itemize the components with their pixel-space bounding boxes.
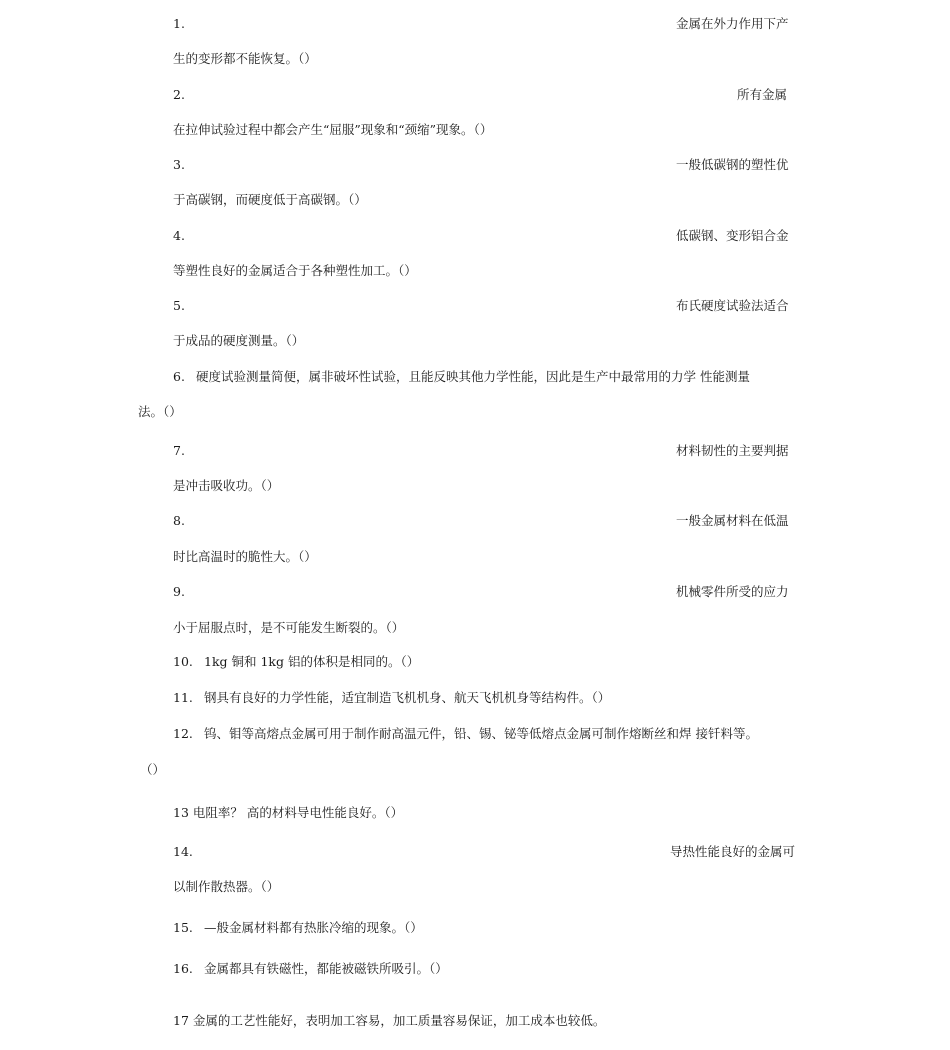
question-4-number: 4. bbox=[173, 228, 185, 243]
question-4-text: 低碳钢、变形铝合金 bbox=[676, 228, 789, 243]
question-2-continuation: 在拉伸试验过程中都会产生“屈服”现象和“颈缩”现象。（） bbox=[173, 122, 493, 137]
question-8-continuation: 时比高温时的脆性大。（） bbox=[173, 549, 317, 564]
question-5-text: 布氏硬度试验法适合 bbox=[676, 298, 789, 313]
question-8-number: 8. bbox=[173, 513, 185, 528]
question-3-number: 3. bbox=[173, 157, 185, 172]
question-2-number: 2. bbox=[173, 87, 185, 102]
question-1-text: 金属在外力作用下产 bbox=[676, 16, 789, 31]
question-14-continuation: 以制作散热器。（） bbox=[173, 879, 280, 894]
question-7-text: 材料韧性的主要判据 bbox=[676, 443, 789, 458]
question-7-number: 7. bbox=[173, 443, 185, 458]
question-2-text: 所有金属 bbox=[737, 87, 788, 102]
question-5-number: 5. bbox=[173, 298, 185, 313]
question-15-text: —般金属材料都有热胀冷缩的现象。（） bbox=[204, 920, 423, 935]
question-17-text: 17 金属的工艺性能好，表明加工容易，加工质量容易保证，加工成本也较低。 bbox=[173, 1013, 606, 1028]
question-12-number: 12. bbox=[173, 726, 193, 741]
question-3-text: 一般低碳钢的塑性优 bbox=[676, 157, 789, 172]
question-3-continuation: 于高碳钢，而硬度低于高碳钢。（） bbox=[173, 192, 367, 207]
question-11-text: 钢具有良好的力学性能，适宜制造飞机机身、航天飞机机身等结构件。（） bbox=[204, 690, 611, 705]
question-10-text: 1kg 铜和 1kg 铝的体积是相同的。（） bbox=[204, 654, 420, 669]
question-10-number: 10. bbox=[173, 654, 193, 669]
question-1-continuation: 生的变形都不能恢复。（） bbox=[173, 51, 317, 66]
question-16-number: 16. bbox=[173, 961, 193, 976]
question-12-text: 钨、钼等高熔点金属可用于制作耐高温元件，铅、锡、铋等低熔点金属可制作熔断丝和焊 接钎料等。 bbox=[204, 726, 758, 741]
question-16-text: 金属都具有铁磁性，都能被磁铁所吸引。（） bbox=[204, 961, 448, 976]
question-5-continuation: 于成品的硬度测量。（） bbox=[173, 333, 305, 348]
question-4-continuation: 等塑性良好的金属适合于各种塑性加工。（） bbox=[173, 263, 417, 278]
question-9-continuation: 小于屈服点时，是不可能发生断裂的。（） bbox=[173, 620, 405, 635]
question-15-number: 15. bbox=[173, 920, 193, 935]
question-6-number: 6. bbox=[173, 369, 185, 384]
question-9-text: 机械零件所受的应力 bbox=[676, 584, 789, 599]
question-9-number: 9. bbox=[173, 584, 185, 599]
question-6-text: 硬度试验测量简便，属非破坏性试验，且能反映其他力学性能，因此是生产中最常用的力学 性能测量 bbox=[196, 369, 750, 384]
question-13-text: 13 电阻率？ 高的材料导电性能良好。（） bbox=[173, 805, 404, 820]
question-7-continuation: 是冲击吸收功。（） bbox=[173, 478, 280, 493]
question-14-text: 导热性能良好的金属可 bbox=[670, 844, 796, 859]
question-12-continuation: （） bbox=[140, 762, 166, 777]
question-1-number: 1. bbox=[173, 16, 185, 31]
question-6-continuation: 法。（） bbox=[138, 404, 182, 419]
question-11-number: 11. bbox=[173, 690, 193, 705]
question-8-text: 一般金属材料在低温 bbox=[676, 513, 789, 528]
question-14-number: 14. bbox=[173, 844, 193, 859]
